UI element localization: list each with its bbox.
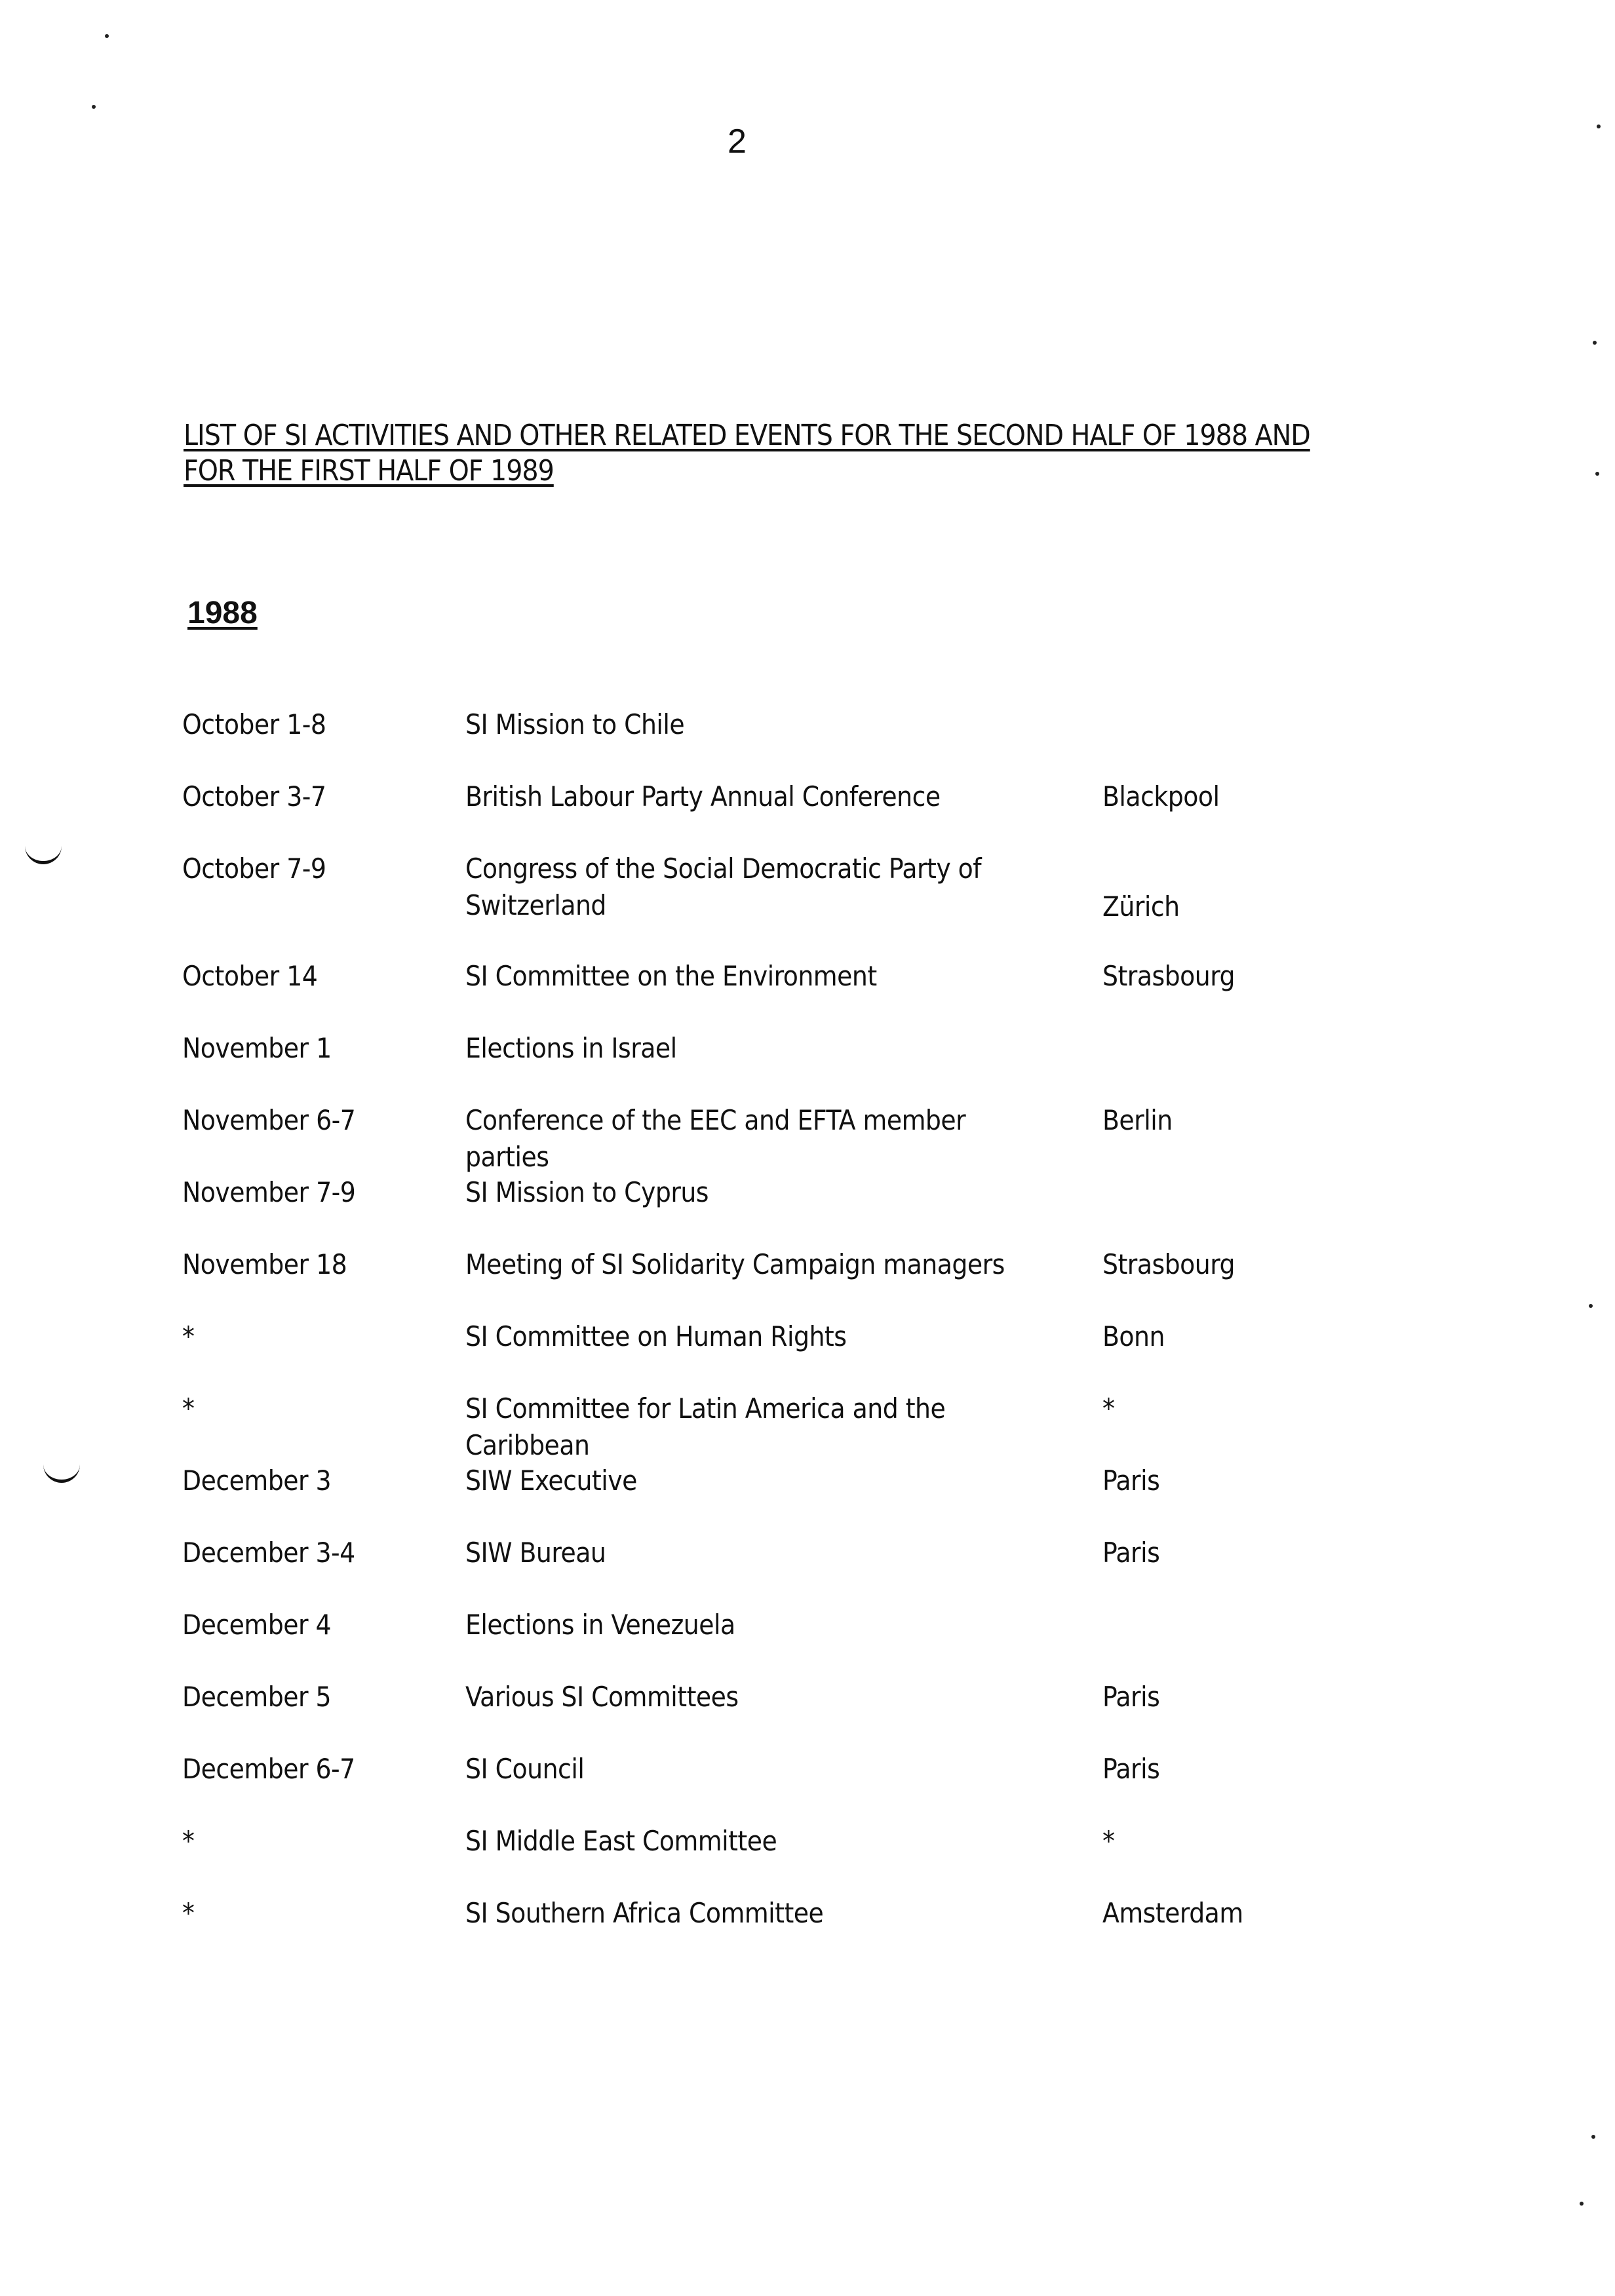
event-title: SI Committee on Human Rights — [465, 1320, 847, 1352]
event-title: Conference of the EEC and EFTA member parties — [465, 1104, 966, 1173]
margin-punch-mark — [25, 844, 62, 864]
event-title: Various SI Committees — [465, 1681, 739, 1713]
event-title: Meeting of SI Solidarity Campaign managers — [465, 1248, 1005, 1280]
event-title: British Labour Party Annual Conference — [465, 780, 941, 813]
event-title: Congress of the Social Democratic Party of Switzerland — [465, 852, 982, 921]
event-date: October 14 — [182, 960, 318, 992]
event-date: * — [182, 1320, 195, 1352]
event-date: December 6-7 — [182, 1753, 355, 1785]
event-date: * — [182, 1825, 195, 1857]
event-title: SI Mission to Cyprus — [465, 1176, 709, 1208]
event-date: December 3 — [182, 1464, 332, 1497]
scan-speck — [105, 34, 109, 38]
page-number: 2 — [728, 123, 747, 161]
event-title: SI Council — [465, 1753, 585, 1785]
event-date: October 1-8 — [182, 708, 326, 740]
event-title: SI Middle East Committee — [465, 1825, 777, 1857]
scan-speck — [1580, 2202, 1584, 2206]
event-date: November 18 — [182, 1248, 347, 1280]
event-location: Strasbourg — [1102, 960, 1236, 992]
event-location: Paris — [1102, 1681, 1160, 1713]
margin-punch-mark — [43, 1463, 80, 1483]
year-heading: 1988 — [187, 596, 258, 630]
event-title: Elections in Venezuela — [465, 1609, 735, 1641]
event-location: Amsterdam — [1102, 1897, 1243, 1929]
event-title: SI Mission to Chile — [465, 708, 685, 740]
event-date: October 3-7 — [182, 780, 326, 813]
event-date: December 3-4 — [182, 1537, 355, 1569]
event-title: Elections in Israel — [465, 1032, 677, 1064]
event-location: Paris — [1102, 1753, 1160, 1785]
event-location: Berlin — [1102, 1104, 1173, 1136]
scan-speck — [1593, 341, 1597, 345]
event-date: October 7-9 — [182, 852, 326, 885]
event-date: December 4 — [182, 1609, 332, 1641]
scan-speck — [92, 105, 96, 109]
event-date: November 6-7 — [182, 1104, 356, 1136]
event-location: Bonn — [1102, 1320, 1165, 1352]
event-location: Paris — [1102, 1464, 1160, 1497]
event-location: * — [1102, 1825, 1115, 1857]
scan-speck — [1595, 472, 1599, 476]
document-title: LIST OF SI ACTIVITIES AND OTHER RELATED EVENTS FOR THE SECOND HALF OF 1988 AND FOR THE FIRST HALF OF 1989 — [184, 419, 1310, 488]
event-location: Strasbourg — [1102, 1248, 1236, 1280]
event-date: November 7-9 — [182, 1176, 356, 1208]
event-location: * — [1102, 1392, 1115, 1425]
event-location: Blackpool — [1102, 780, 1220, 813]
scan-speck — [1597, 124, 1601, 128]
scan-speck — [1589, 1304, 1593, 1308]
event-date: * — [182, 1897, 195, 1929]
event-location: Paris — [1102, 1537, 1160, 1569]
event-location: Zürich — [1102, 890, 1180, 923]
scan-speck — [1591, 2135, 1595, 2139]
event-title: SIW Bureau — [465, 1537, 606, 1569]
event-date: * — [182, 1392, 195, 1425]
event-title: SIW Executive — [465, 1464, 637, 1497]
event-title: SI Committee on the Environment — [465, 960, 877, 992]
event-title: SI Southern Africa Committee — [465, 1897, 824, 1929]
event-title: SI Committee for Latin America and the Caribbean — [465, 1392, 946, 1461]
event-date: November 1 — [182, 1032, 332, 1064]
event-date: December 5 — [182, 1681, 332, 1713]
